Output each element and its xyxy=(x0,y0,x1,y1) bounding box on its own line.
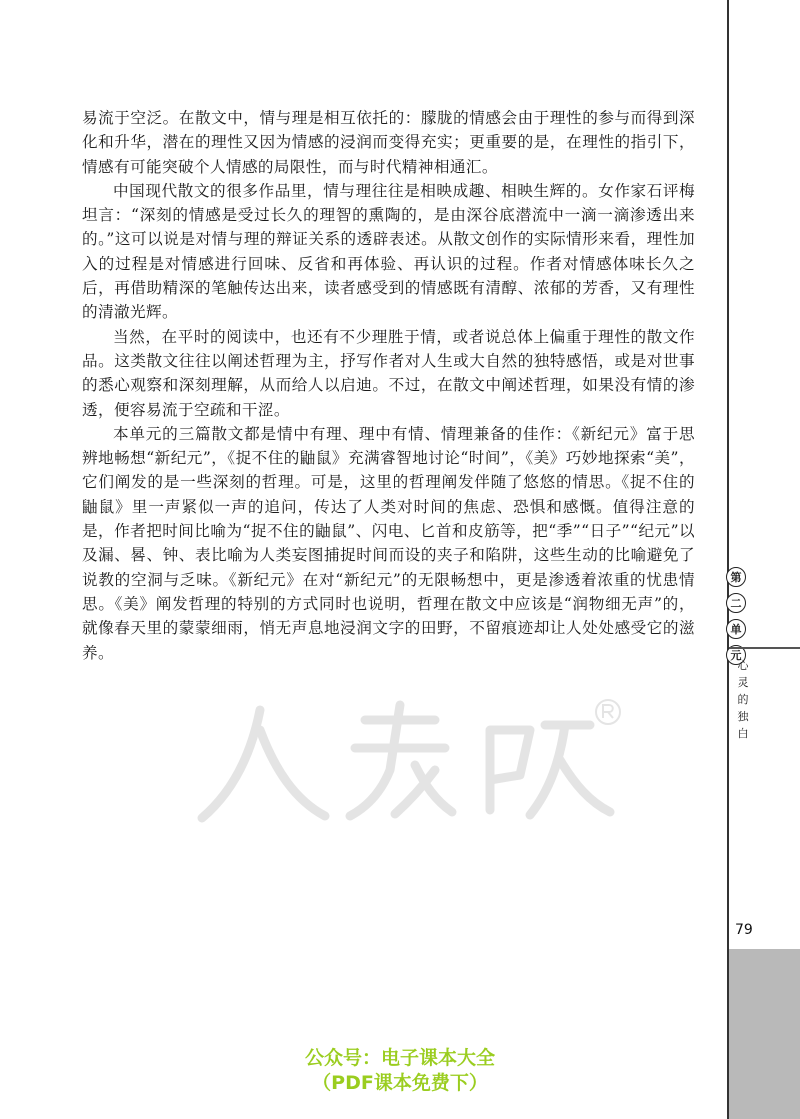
publisher-watermark xyxy=(190,690,630,830)
paragraph-continued: 易流于空泛。在散文中，情与理是相互依托的：朦胧的情感会由于理性的参与而得到深化和升华，潜在的理性又因为情感的浸润而变得充实；更重要的是，在理性的指引下，情感有可能突破个人情感的局限性，而与时代精神相通汇。 xyxy=(82,109,695,176)
unit-char: 第 xyxy=(726,567,746,587)
unit-char: 元 xyxy=(726,645,746,665)
paragraph: 本单元的三篇散文都是情中有理、理中有情、情理兼备的佳作：《新纪元》富于思辨地畅想“新纪元”，《捉不住的鼬鼠》充满睿智地讨论“时间”，《美》巧妙地探索“美”，它们阐发的是一些深刻的哲理。可是，这里的哲理阐发伴随了悠悠的情思。《捉不住的鼬鼠》里一声紧似一声的追问，传达了人类对时间的焦虑、恐惧和感慨。值得注意的是，作者把时间比喻为“捉不住的鼬鼠”、闪电、匕首和皮筋等，把“季”“日子”“纪元”以及漏、晷、钟、表比喻为人类妄图捕捉时间而设的夹子和陷阱，这些生动的比喻避免了说教的空洞与乏味。《新纪元》在对“新纪元”的无限畅想中，更是渗透着浓重的忧患情思。《美》阐发哲理的特别的方式同时也说明，哲理在散文中应该是“润物细无声”的，就像春天里的蒙蒙细雨，悄无声息地浸润文字的田野，不留痕迹却让人处处感受它的滋养。 xyxy=(82,424,695,662)
page-number: 79 xyxy=(735,922,753,938)
unit-char: 二 xyxy=(726,593,746,613)
unit-label xyxy=(726,567,746,671)
publisher-logo-icon xyxy=(190,690,630,830)
unit-separator xyxy=(729,647,800,649)
promo-line-2: （PDF课本免费下） xyxy=(312,1072,488,1094)
paragraph: 中国现代散文的很多作品里，情与理往往是相映成趣、相映生辉的。女作家石评梅坦言：“深刻的情感是受过长久的理智的熏陶的，是由深谷底潜流中一滴一滴渗透出来的。”这可以说是对情与理的辩证关系的透辟表述。从散文创作的实际情形来看，理性加入的过程是对情感进行回味、反省和再体验、再认识的过程。作者对情感体味长久之后，再借助精深的笔触传达出来，读者感受到的情感既有清醇、浓郁的芳香，又有理性的清澈光辉。 xyxy=(82,181,695,322)
unit-char: 单 xyxy=(726,619,746,639)
gray-tab-block xyxy=(729,949,800,1119)
promo-line-1: 公众号：电子课本大全 xyxy=(304,1047,495,1069)
body-text xyxy=(82,106,695,665)
unit-theme: 心灵的独白 xyxy=(737,659,749,740)
paragraph: 当然，在平时的阅读中，也还有不少理胜于情，或者说总体上偏重于理性的散文作品。这类散文往往以阐述哲理为主，抒写作者对人生或大自然的独特感悟，或是对世事的悉心观察和深刻理解，从而给人以启迪。不过，在散文中阐述哲理，如果没有情的渗透，便容易流于空疏和干涩。 xyxy=(82,327,695,419)
promo-caption xyxy=(230,1046,570,1096)
